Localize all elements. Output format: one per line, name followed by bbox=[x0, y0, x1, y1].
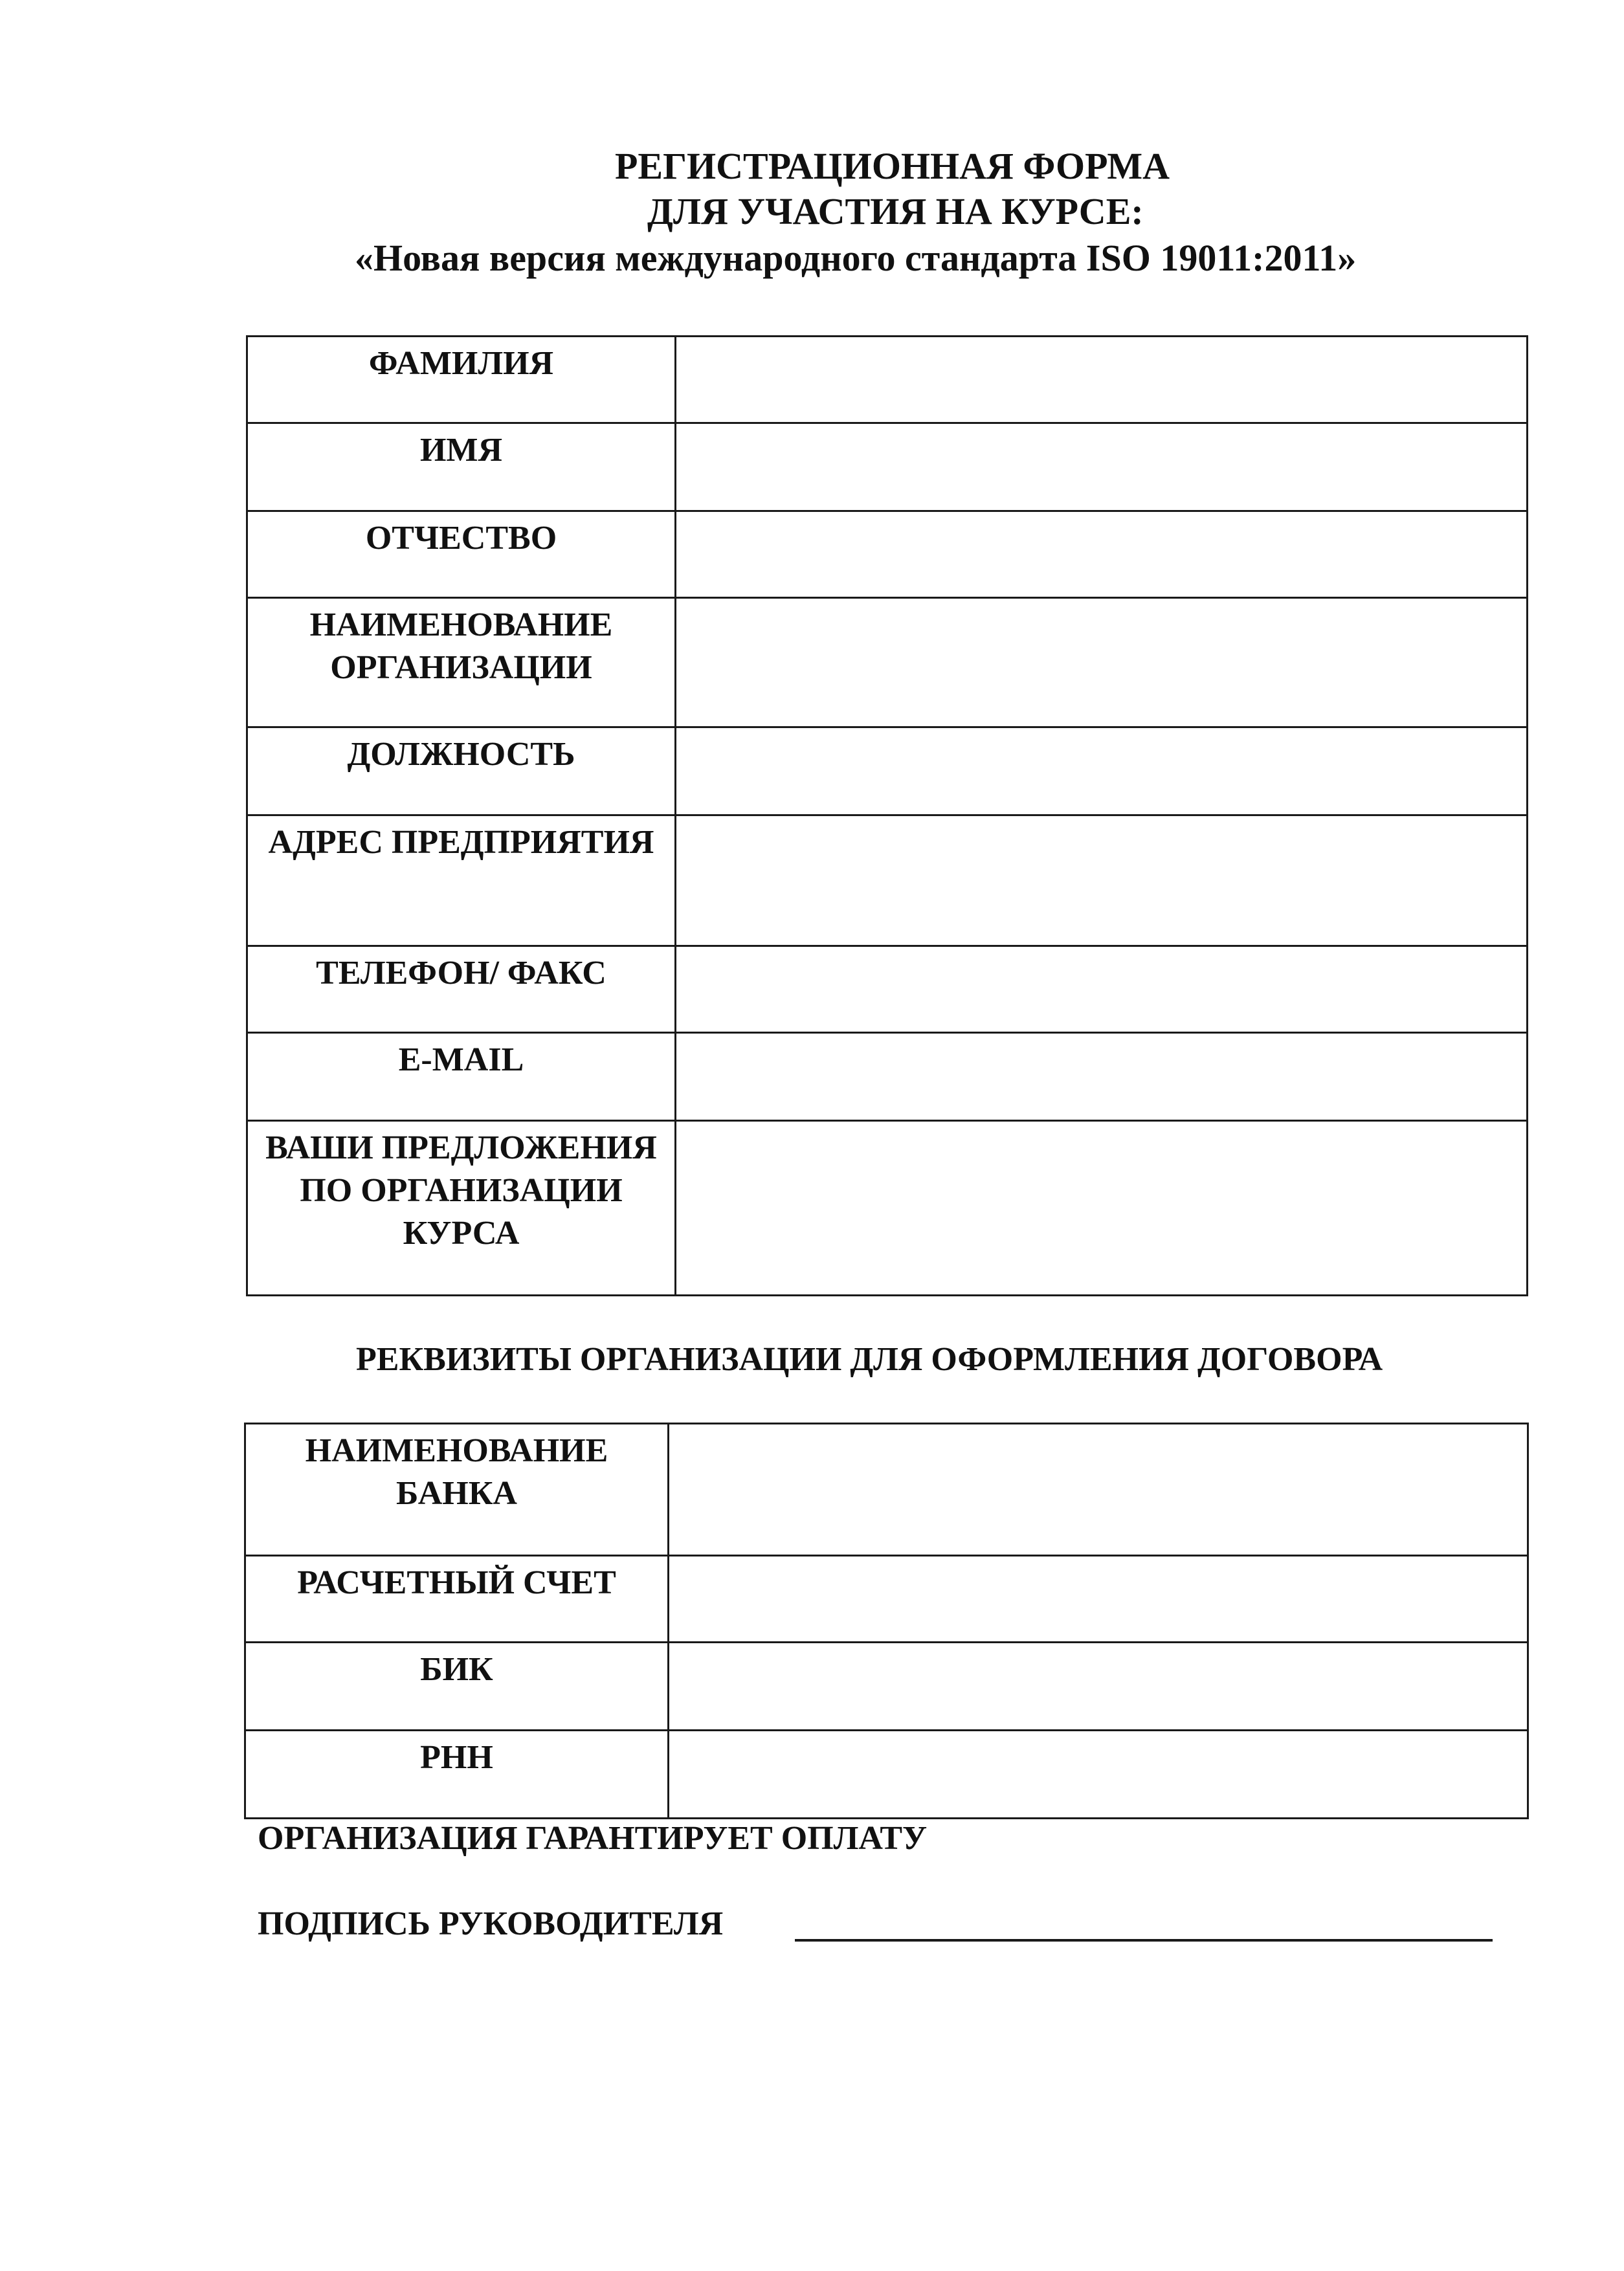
bank-details-heading: РЕКВИЗИТЫ ОРГАНИЗАЦИИ ДЛЯ ОФОРМЛЕНИЯ ДОГОВОРА bbox=[356, 1341, 1383, 1378]
signature-label: ПОДПИСЬ РУКОВОДИТЕЛЯ bbox=[258, 1905, 724, 1942]
last-name-field[interactable] bbox=[676, 337, 1528, 423]
bank-details-table bbox=[244, 1423, 1529, 1819]
organization-label: НАИМЕНОВАНИЕ ОРГАНИЗАЦИИ bbox=[247, 598, 676, 727]
patronymic-field[interactable] bbox=[676, 511, 1528, 598]
participant-table bbox=[246, 335, 1528, 1296]
phone-fax-label: ТЕЛЕФОН/ ФАКС bbox=[247, 946, 676, 1033]
email-field[interactable] bbox=[676, 1033, 1528, 1121]
suggestions-field[interactable] bbox=[676, 1121, 1528, 1296]
row-position bbox=[247, 727, 1528, 815]
first-name-label: ИМЯ bbox=[247, 423, 676, 511]
email-label: E-MAIL bbox=[247, 1033, 676, 1121]
address-field[interactable] bbox=[676, 815, 1528, 946]
row-organization bbox=[247, 598, 1528, 727]
organization-field[interactable] bbox=[676, 598, 1528, 727]
bik-field[interactable] bbox=[669, 1643, 1528, 1731]
course-name: «Новая версия международного стандарта ISO 19011:2011» bbox=[355, 237, 1357, 279]
row-account bbox=[245, 1556, 1528, 1643]
phone-fax-field[interactable] bbox=[676, 946, 1528, 1033]
row-patronymic bbox=[247, 511, 1528, 598]
rnn-field[interactable] bbox=[669, 1731, 1528, 1819]
last-name-label: ФАМИЛИЯ bbox=[247, 337, 676, 423]
row-first-name bbox=[247, 423, 1528, 511]
row-suggestions bbox=[247, 1121, 1528, 1296]
row-last-name bbox=[247, 337, 1528, 423]
row-address bbox=[247, 815, 1528, 946]
position-field[interactable] bbox=[676, 727, 1528, 815]
row-bik bbox=[245, 1643, 1528, 1731]
row-bank-name bbox=[245, 1424, 1528, 1556]
bank-name-field[interactable] bbox=[669, 1424, 1528, 1556]
bank-name-label: НАИМЕНОВАНИЕ БАНКА bbox=[245, 1424, 669, 1556]
rnn-label: РНН bbox=[245, 1731, 669, 1819]
row-phone-fax bbox=[247, 946, 1528, 1033]
position-label: ДОЛЖНОСТЬ bbox=[247, 727, 676, 815]
account-field[interactable] bbox=[669, 1556, 1528, 1643]
signature-line[interactable] bbox=[795, 1939, 1493, 1942]
patronymic-label: ОТЧЕСТВО bbox=[247, 511, 676, 598]
account-label: РАСЧЕТНЫЙ СЧЕТ bbox=[245, 1556, 669, 1643]
title-line-2: ДЛЯ УЧАСТИЯ НА КУРСЕ: bbox=[647, 190, 1144, 232]
title-line-1: РЕГИСТРАЦИОННАЯ ФОРМА bbox=[615, 145, 1170, 187]
row-rnn bbox=[245, 1731, 1528, 1819]
row-email bbox=[247, 1033, 1528, 1121]
payment-guarantee-text: ОРГАНИЗАЦИЯ ГАРАНТИРУЕТ ОПЛАТУ bbox=[258, 1820, 928, 1857]
bik-label: БИК bbox=[245, 1643, 669, 1731]
address-label: АДРЕС ПРЕДПРИЯТИЯ bbox=[247, 815, 676, 946]
first-name-field[interactable] bbox=[676, 423, 1528, 511]
suggestions-label: ВАШИ ПРЕДЛОЖЕНИЯ ПО ОРГАНИЗАЦИИ КУРСА bbox=[247, 1121, 676, 1296]
